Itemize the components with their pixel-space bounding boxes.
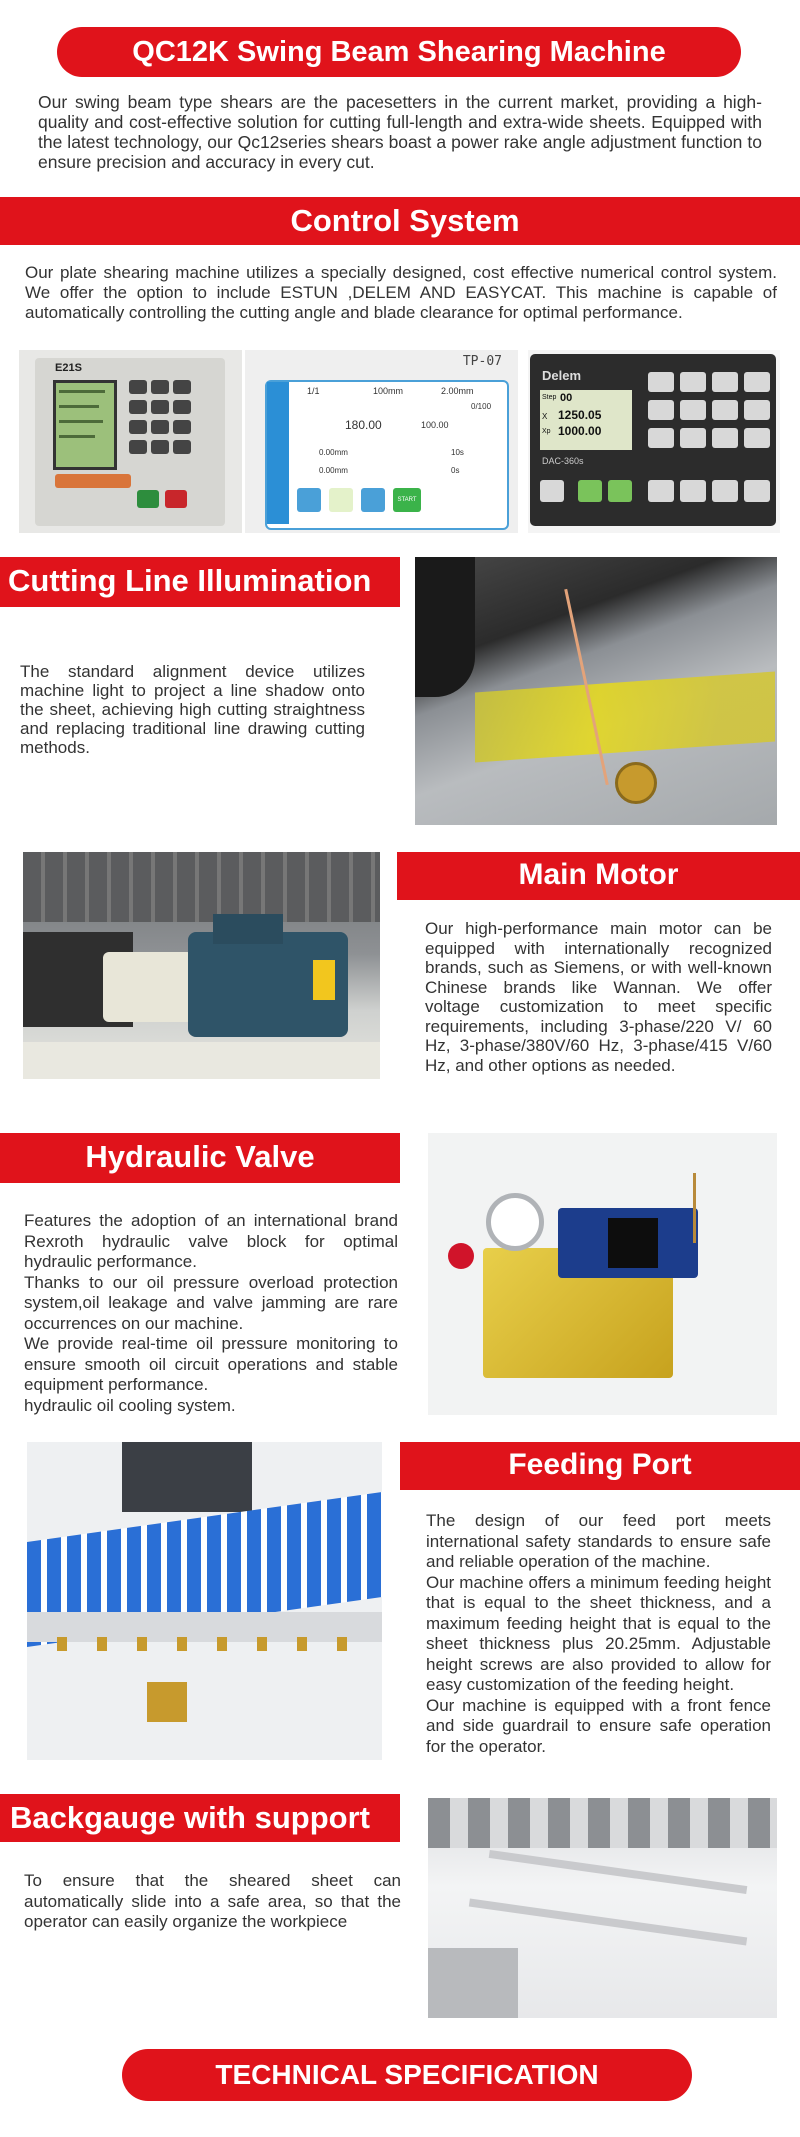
e21s-controller-image xyxy=(19,350,242,533)
tp07-val2: 100.00 xyxy=(421,420,449,430)
hydraulic-valve-text: Features the adoption of an international brand Rexroth hydraulic valve block for optimal hydraulic performance. Thanks to our oil pressure overload protection system,oil leakage and valve jamming are rare occurrences on our machine. We provide real-time oil pressure monitoring to ensure smooth oil circuit operations and stable equipment performance. hydraulic oil cooling system. xyxy=(24,1211,398,1415)
tp07-controller-image xyxy=(245,350,518,533)
tp07-row-b: 100mm xyxy=(373,386,404,396)
delem-step-label: Step xyxy=(542,394,557,401)
e21s-brand-label: E21S xyxy=(55,362,82,374)
tp07-start-label: START xyxy=(393,488,421,512)
main-motor-banner xyxy=(397,852,800,900)
technical-specification-title: TECHNICAL SPECIFICATION xyxy=(215,2059,599,2090)
cutting-line-photo xyxy=(415,557,777,825)
feeding-port-title: Feeding Port xyxy=(508,1448,692,1481)
backgauge-photo xyxy=(428,1798,777,2018)
control-system-title: Control System xyxy=(290,203,520,238)
tp07-val6: 0s xyxy=(451,466,460,475)
feeding-port-text: The design of our feed port meets international safety standards to ensure safe and reliable operation of the machine. Our machine offers a minimum feeding height that is equal to the sheet thickness, and a maximum feeding height that is equal to the sheet thickness plus 20.25mm. Adjustable height screws are also provided to allow for easy customization of the feeding height. Our machine is equipped with a front fence and side guardrail to ensure safe operation for the operator. xyxy=(426,1511,771,1756)
delem-xp-value: 1000.00 xyxy=(558,424,602,438)
technical-specification-heading xyxy=(122,2049,692,2101)
delem-x-value: 1250.05 xyxy=(558,408,602,422)
tp07-model-label: TP-07 xyxy=(462,354,502,369)
backgauge-title: Backgauge with support xyxy=(10,1800,370,1835)
hydraulic-valve-photo xyxy=(428,1133,777,1415)
tp07-val1: 180.00 xyxy=(345,418,382,432)
tp07-count: 0/100 xyxy=(471,402,492,411)
delem-model-label: DAC-360s xyxy=(542,456,584,466)
control-system-banner xyxy=(0,197,800,245)
illumination-title: Cutting Line Illumination xyxy=(8,563,372,598)
hydraulic-valve-banner xyxy=(0,1133,400,1183)
main-motor-title: Main Motor xyxy=(518,858,679,891)
backgauge-text: To ensure that the sheared sheet can automatically slide into a safe area, so that the operator can easily organize the workpiece xyxy=(24,1871,401,1931)
main-motor-text: Our high-performance main motor can be equipped with internationally recognized brands, such as Siemens, or with well-known Chinese brands like Wannan. We offer voltage customization to meet specific requirements, including 3-phase/220 V/ 60 Hz, 3-phase/380V/60 Hz, 3-phase/415 V/60 Hz, and other options as needed. xyxy=(425,919,772,1075)
delem-brand-label: Delem xyxy=(542,368,582,383)
illumination-banner xyxy=(0,557,400,607)
tp07-val5: 0.00mm xyxy=(319,466,348,475)
feeding-port-banner xyxy=(400,1442,800,1490)
feeding-port-photo xyxy=(27,1442,382,1760)
delem-xp-label: Xp xyxy=(542,428,551,435)
intro-paragraph: Our swing beam type shears are the pacesetters in the current market, providing a high-quality and cost-effective solution for cutting full-length and extra-wide sheets. Equipped with the latest technology, our Qc12series shears boast a power rake angle adjustment function to ensure precision and accuracy in every cut. xyxy=(38,92,762,172)
delem-step-value: 00 xyxy=(560,392,573,404)
main-motor-photo xyxy=(23,852,380,1079)
tp07-val3: 0.00mm xyxy=(319,448,348,457)
delem-controller-image xyxy=(528,350,780,533)
page-title xyxy=(57,27,741,77)
e21s-screen xyxy=(53,380,117,470)
page-title-text: QC12K Swing Beam Shearing Machine xyxy=(132,36,666,68)
tp07-row-a: 1/1 xyxy=(307,386,320,396)
backgauge-banner xyxy=(0,1794,400,1842)
illumination-text: The standard alignment device utilizes machine light to project a line shadow onto the sheet, achieving high cutting straightness and replacing traditional line drawing cutting methods. xyxy=(20,662,365,757)
hydraulic-valve-title: Hydraulic Valve xyxy=(85,1139,315,1174)
control-system-text: Our plate shearing machine utilizes a specially designed, cost effective numerical control system. We offer the option to include ESTUN ,DELEM AND EASYCAT. This machine is capable of automatically controlling the cutting angle and blade clearance for optimal performance. xyxy=(25,263,777,322)
tp07-val4: 10s xyxy=(451,448,464,457)
tp07-row-c: 2.00mm xyxy=(441,386,474,396)
delem-x-label: X xyxy=(542,412,548,421)
